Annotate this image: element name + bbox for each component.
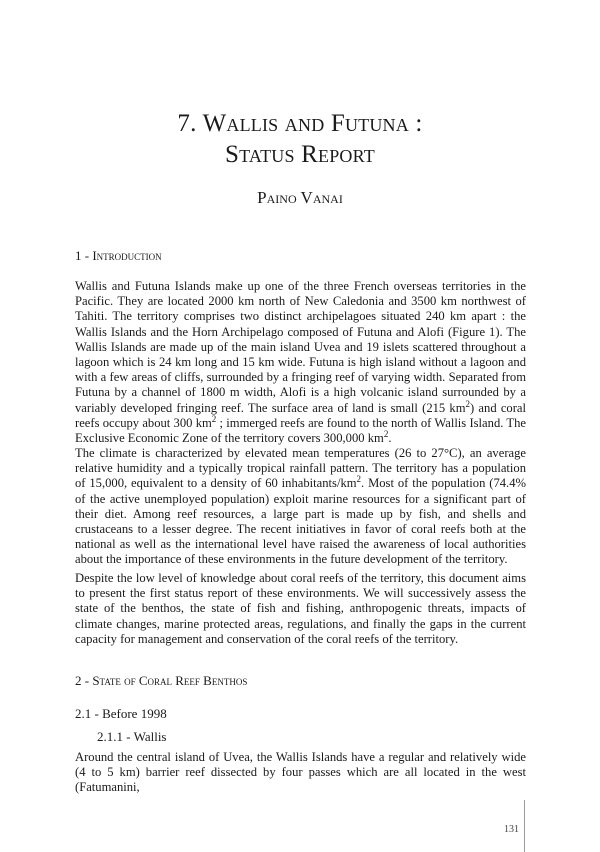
wallis-paragraph: Around the central island of Uvea, the Wallis Islands have a regular and relatively wide (4 to 5 km) barrier reef dissected by four passes which are all located in the west (Fatumanini, xyxy=(75,750,526,795)
section-heading-benthos: 2 - State of Coral Reef Benthos xyxy=(75,673,248,688)
subsection-heading-before-1998: 2.1 - Before 1998 xyxy=(75,706,167,721)
author-name: Paino Vanai xyxy=(257,188,343,207)
subsubsection-heading-wallis: 2.1.1 - Wallis xyxy=(97,729,167,744)
intro-paragraph-2: The climate is characterized by elevated mean temperatures (26 to 27°C), an average relative humidity and a typically tropical rainfall pattern. The territory has a population of 15,000, equivalent to a density of 60 inhabitants/$km^2$. Most of the population (74.4% of the active unemployed population) exploit marine resources for a significant part of their diet. Among reef resources, a large part is made up by fish, and shells and crustaceans to a lesser degree. The recent initiatives in favor of coral reefs both at the national as well as the international level have raised the awareness of local authorities about the importance of these environments in the future development of the territory. xyxy=(75,446,526,567)
intro-paragraph-1: Wallis and Futuna Islands make up one of the three French overseas territories in the Pacific. They are located 2000 km north of New Caledonia and 3500 km northwest of Tahiti. The territory comprises two distinct archipelagoes situated 240 km apart : the Wallis Islands and the Horn Archipelago composed of Futuna and Alofi (Figure 1). The Wallis Islands are made up of the main island Uvea and 19 islets scattered throughout a lagoon which is 24 km long and 15 km wide. Futuna is high island without a lagoon and with a few areas of cliffs, surrounded by a fringing reef of varying width. Separated from Futuna by a channel of 1800 m width, Alofi is a high volcanic island surrounded by a variably developed fringing reef. The surface area of land is small (215 $km^2$) and coral reefs occupy about 300 $km^2$ ; immerged reefs are found to the north of Wallis Island. The Exclusive Economic Zone of the territory covers 300,000 $km^2$. xyxy=(75,279,526,446)
margin-rule xyxy=(524,800,525,852)
chapter-title-line-2: Status Report xyxy=(225,141,375,168)
intro-paragraph-3: Despite the low level of knowledge about coral reefs of the territory, this document aims to present the first status report of these environments. We will successively assess the state of the benthos, the state of fish and fishing, anthropogenic threats, impacts of climate changes, marine protected areas, regulations, and finally the gaps in the current capacity for management and conservation of the coral reefs of the territory. xyxy=(75,571,526,646)
chapter-title-line-1: 7. Wallis and Futuna : xyxy=(177,110,423,137)
section-heading-introduction: 1 - Introduction xyxy=(75,248,162,263)
page-number: 131 xyxy=(504,824,519,835)
